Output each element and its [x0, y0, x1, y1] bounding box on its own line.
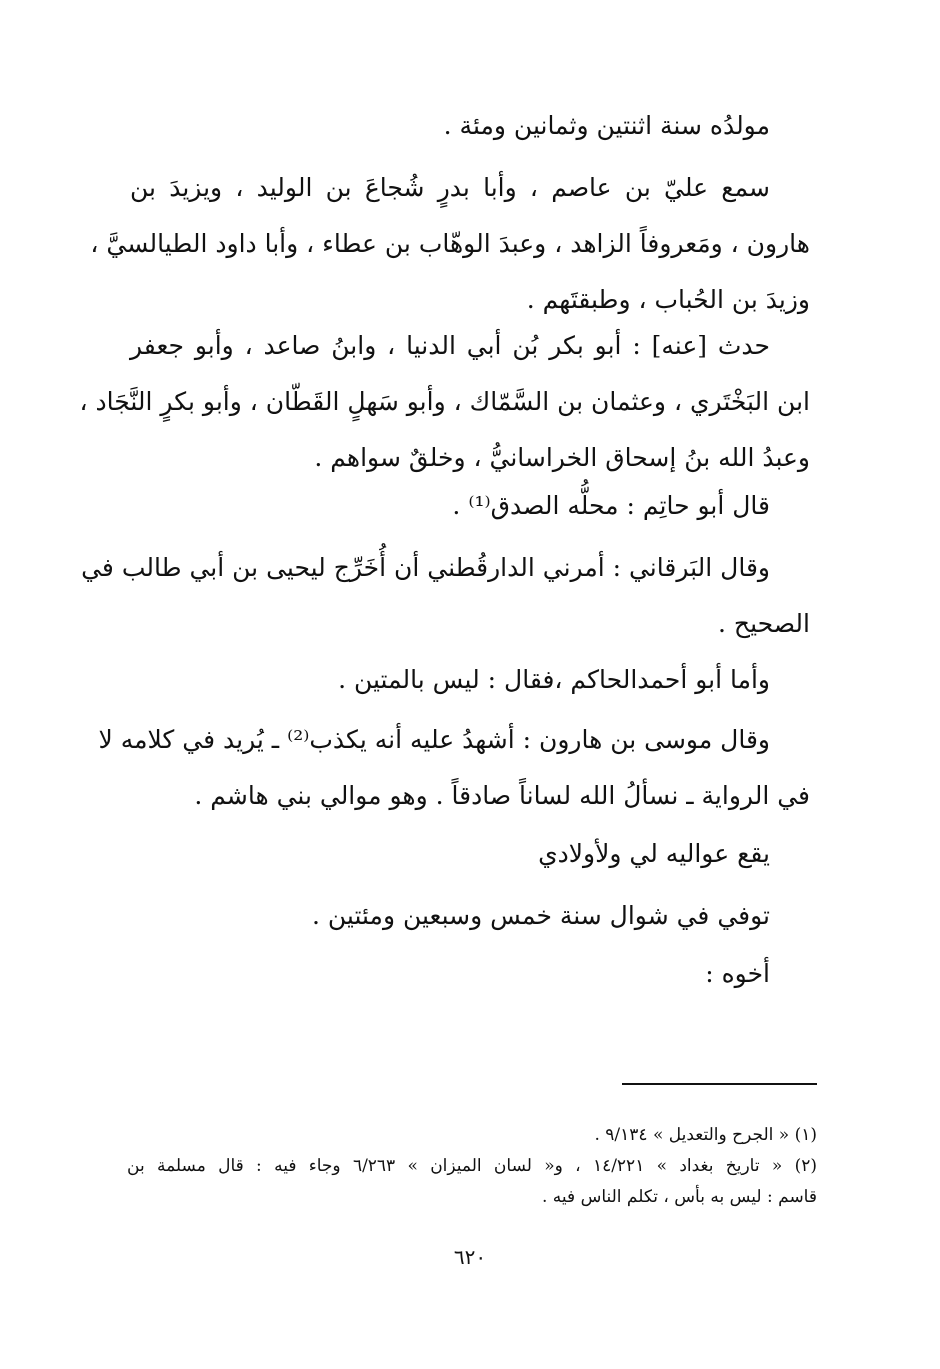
- text-line: قال أبو حاتِم : محلُّه الصدق⁽¹⁾ .: [452, 491, 770, 520]
- paragraph-hakim: [130, 652, 810, 708]
- text-line: توفي في شوال سنة خمس وسبعين ومئتين .: [312, 901, 770, 930]
- text-line: وزيدَ بن الحُباب ، وطبقتَهم .: [526, 285, 810, 314]
- paragraph-birth: [130, 98, 810, 154]
- text-line: هارون ، ومَعروفاً الزاهد ، وعبدَ الوهّاب بن عطاء ، وأبا داود الطيالسيَّ ،: [90, 229, 810, 258]
- paragraph-death: [130, 888, 810, 944]
- text-line: حدث [عنه] : أبو بكر بُن أبي الدنيا ، وابنُ صاعد ، وأبو جعفر: [130, 331, 770, 360]
- text-line: يقع عواليه لي ولأولادي: [538, 839, 770, 868]
- text-line: وعبدُ الله بنُ إسحاق الخراسانيُّ ، وخلقٌ سواهم .: [314, 443, 810, 472]
- text-line: أخوه :: [705, 959, 770, 988]
- paragraph-teachers: [90, 160, 810, 328]
- text-line: في الرواية ـ نسألُ الله لساناً صادقاً . وهو موالي بني هاشم .: [194, 781, 810, 810]
- paragraph-abu-hatim: [130, 478, 810, 534]
- text-line: وقال البَرقاني : أمرني الدارقُطني أن أُخَرِّج ليحيى بن أبي طالب في: [81, 553, 770, 582]
- page-number: ٦٢٠: [453, 1245, 487, 1269]
- paragraph-brother: [130, 946, 810, 1002]
- footnote-2-line-1: (٢) « تاريخ بغداد » ١٤/٢٢١ ، و« لسان الميزان » ٦/٢٦٣ وجاء فيه : قال مسلمة بن: [127, 1156, 817, 1176]
- text-line: الصحيح .: [718, 609, 810, 638]
- text-line: وأما أبو أحمدالحاكم ،فقال : ليس بالمتين .: [338, 665, 770, 694]
- paragraph-musa: [98, 712, 810, 824]
- footnote-divider: [622, 1083, 817, 1085]
- text-line: ابن البَخْتَري ، وعثمان بن السَّمّاك ، وأبو سَهلٍ القَطّان ، وأبو بكرٍ النَّجَاد ،: [79, 387, 810, 416]
- text-line: وقال موسى بن هارون : أشهدُ عليه أنه يكذب⁽²⁾ ـ يُريد في كلامه لا: [98, 725, 770, 754]
- footnote-2-line-2: قاسم : ليس به بأس ، تكلم الناس فيه .: [541, 1187, 817, 1207]
- text-line: مولدُه سنة اثنتين وثمانين ومئة .: [443, 111, 770, 140]
- footnotes: [127, 1120, 817, 1213]
- paragraph-students: [79, 318, 810, 486]
- text-line: سمع عليّ بن عاصم ، وأبا بدرٍ شُجاعَ بن الوليد ، ويزيدَ بن: [130, 173, 770, 202]
- paragraph-awali: [130, 826, 810, 882]
- paragraph-barqani: [81, 540, 810, 652]
- footnote-1: (١) « الجرح والتعديل » ٩/١٣٤ .: [594, 1125, 817, 1145]
